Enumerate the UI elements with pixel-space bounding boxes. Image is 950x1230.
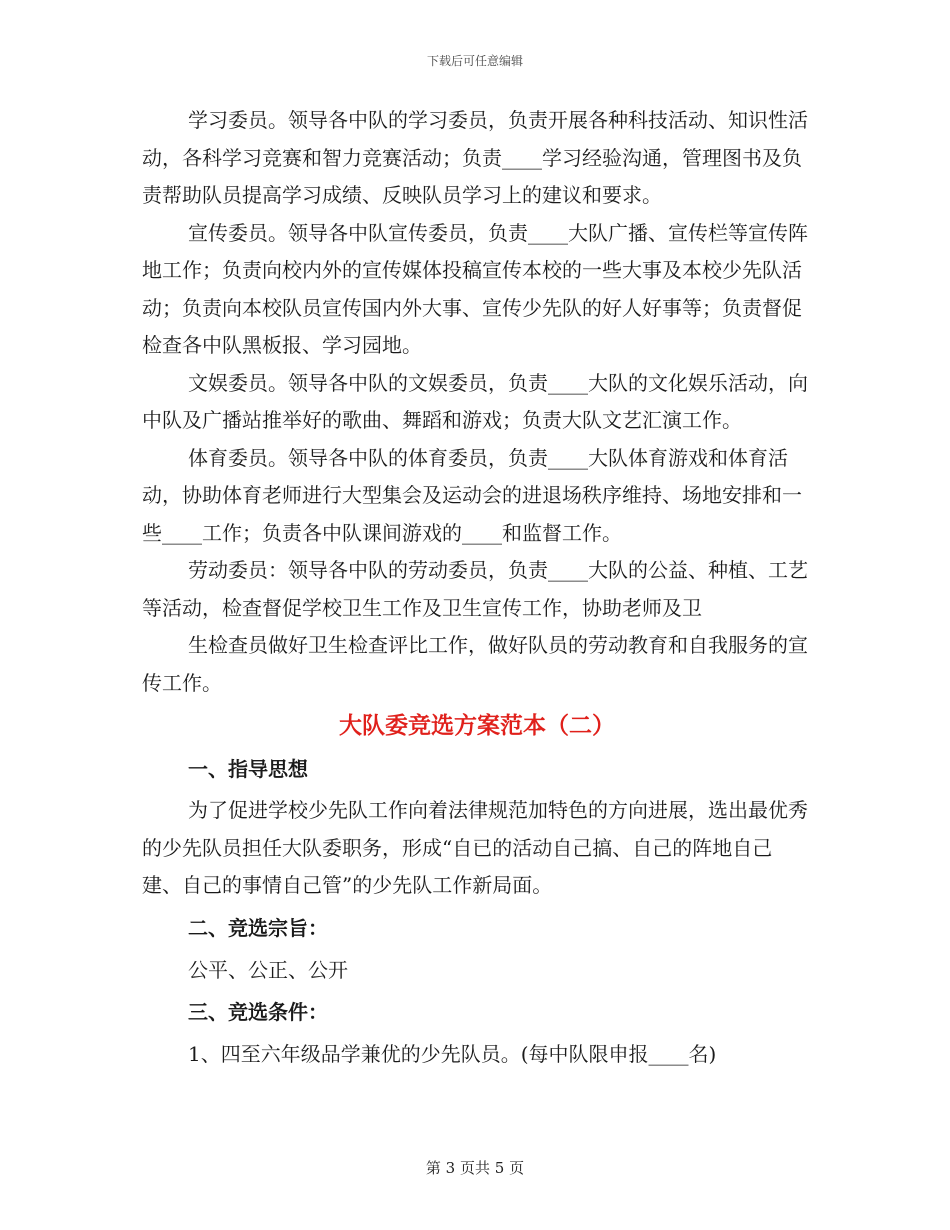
- condition-item-1: 1、四至六年级品学兼优的少先队员。(每中队限申报____名): [188, 1041, 717, 1066]
- document-title: 大队委竞选方案范本（二）: [339, 713, 615, 739]
- section-body-purpose: 公平、公正、公开: [188, 957, 348, 982]
- paragraph-sports-committee: 体育委员。领导各中队的体育委员，负责____大队体育游戏和体育活动，协助体育老师进行大型集会及运动会的进退场秩序维持、场地安排和一些____工作；负责各中队课间游戏的____和监督工作。: [142, 445, 802, 545]
- page-header: 下载后可任意编辑: [426, 54, 523, 68]
- paragraph-publicity-committee: 宣传委员。领导各中队宣传委员，负责____大队广播、宣传栏等宣传阵地工作；负责向校内外的宣传媒体投稿宣传本校的一些大事及本校少先队活动；负责向本校队员宣传国内外大事、宣传少先队的好人好事等；负责督促检查各中队黑板报、学习园地。: [142, 220, 808, 357]
- paragraph-study-committee: 学习委员。领导各中队的学习委员，负责开展各种科技活动、知识性活动，各科学习竞赛和智力竞赛活动；负责____学习经验沟通，管理图书及负责帮助队员提高学习成绩、反映队员学习上的建议和要求。: [142, 108, 808, 207]
- section-heading-guiding: 一、指导思想: [188, 757, 308, 781]
- document-body: [142, 102, 812, 1077]
- paragraph-entertainment-committee: 文娱委员。领导各中队的文娱委员，负责____大队的文化娱乐活动，向中队及广播站推举好的歌曲、舞蹈和游戏；负责大队文艺汇演工作。: [142, 370, 808, 432]
- page-footer: 第 3 页共 5 页: [425, 1159, 525, 1177]
- paragraph-labor-committee-cont: 生检查员做好卫生检查评比工作，做好队员的劳动教育和自我服务的宣传工作。: [142, 633, 808, 695]
- paragraph-labor-committee: 劳动委员：领导各中队的劳动委员，负责____大队的公益、种植、工艺等活动，检查督促学校卫生工作及卫生宣传工作，协助老师及卫: [142, 558, 808, 620]
- section-heading-purpose: 二、竞选宗旨：: [188, 915, 328, 940]
- section-body-guiding: 为了促进学校少先队工作向着法律规范加特色的方向进展，选出最优秀的少先队员担任大队委职务，形成“自已的活动自己搞、自己的阵地自己建、自己的事情自己管”的少先队工作新局面。: [142, 798, 808, 897]
- section-heading-conditions: 三、竞选条件：: [188, 999, 328, 1024]
